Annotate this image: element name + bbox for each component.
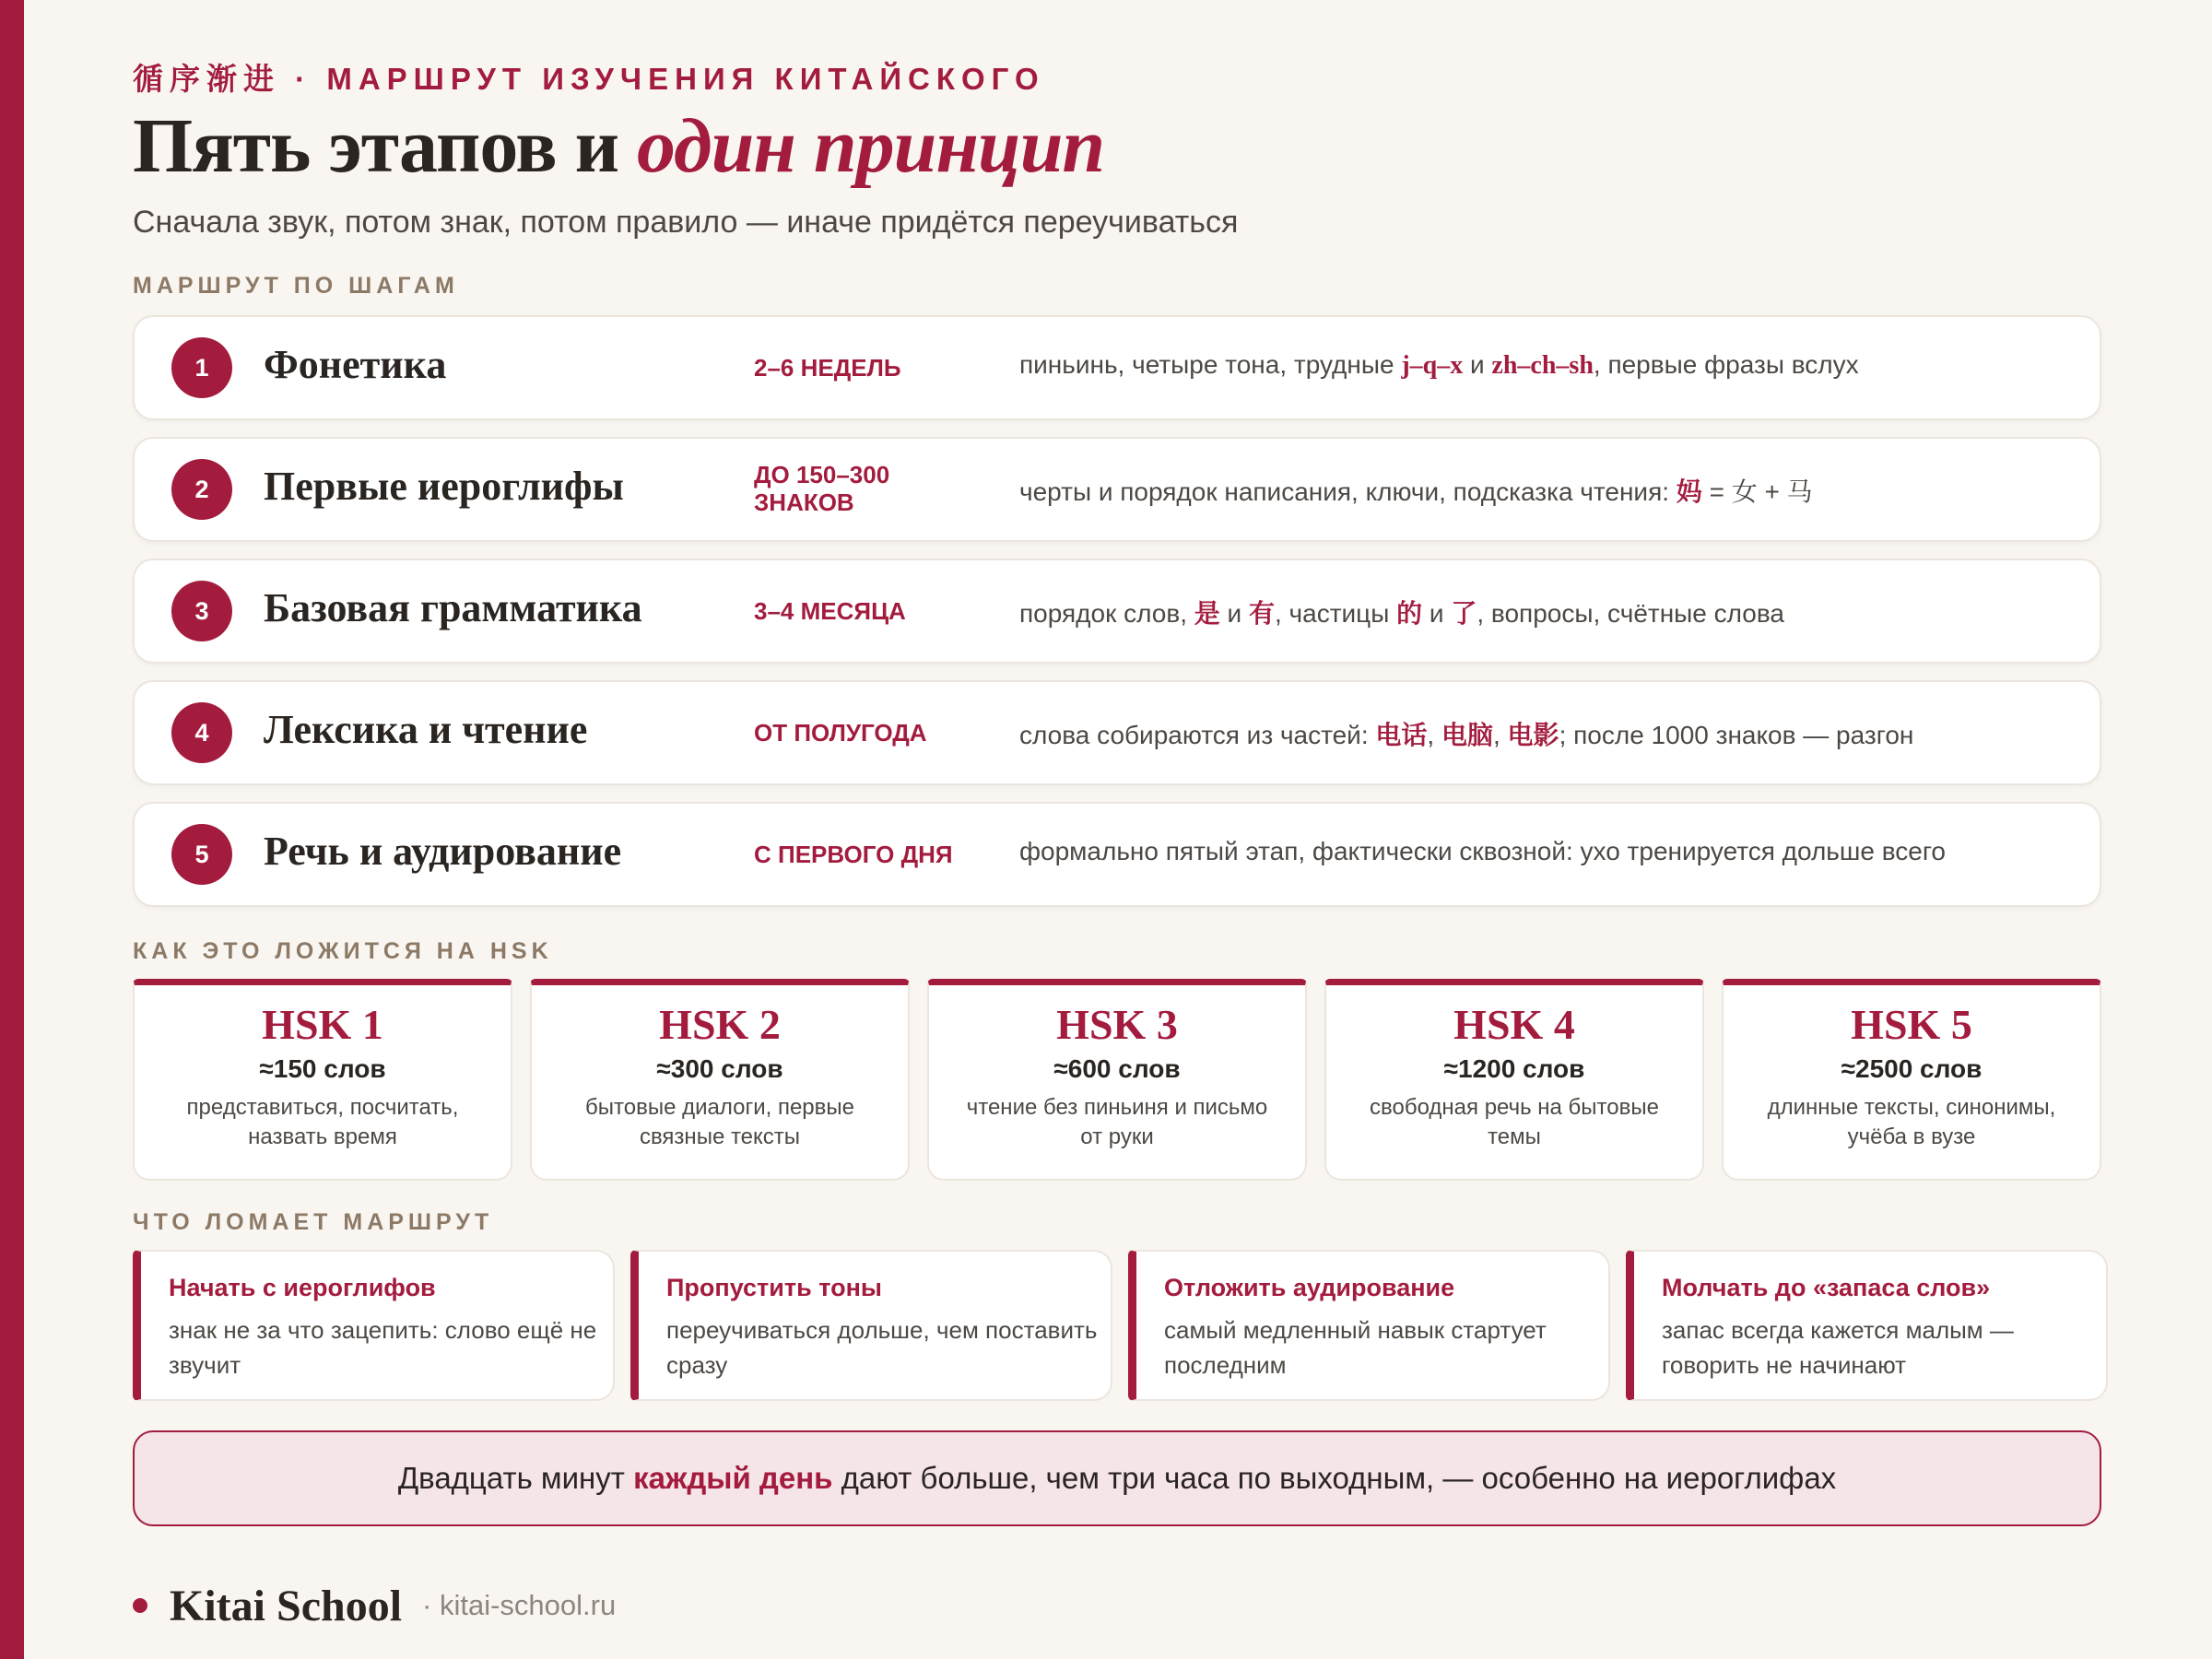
site-url: · kitai-school.ru (422, 1589, 617, 1621)
desc-text: и (1463, 350, 1492, 379)
hsk-word-count: ≈150 слов (259, 1054, 386, 1083)
step-title: Первые иероглифы (264, 464, 624, 509)
hsk-description: представиться, посчитать, назвать время (186, 1095, 459, 1149)
step-number-badge: 2 (171, 459, 232, 520)
desc-text: , (1492, 721, 1508, 749)
step-duration: ДО 150–300 ЗНАКОВ (754, 461, 890, 516)
hsk-word-count: ≈2500 слов (1841, 1054, 1983, 1083)
desc-text: ; после 1000 знаков — разгон (1559, 721, 1914, 749)
step-number-badge: 5 (171, 824, 232, 885)
hsk-description: свободная речь на бытовые темы (1370, 1095, 1659, 1149)
hsk-card (1722, 979, 2101, 1181)
hsk-description: бытовые диалоги, первые связные тексты (585, 1095, 854, 1149)
section-label-pitfalls: ЧТО ЛОМАЕТ МАРШРУТ (133, 1209, 494, 1235)
desc-highlight: 电影 (1507, 721, 1559, 749)
page-title (133, 101, 1104, 191)
desc-text: порядок слов, (1019, 599, 1194, 628)
hsk-card (530, 979, 910, 1181)
step-card (133, 802, 2101, 907)
hsk-level: HSK 5 (1851, 1001, 1972, 1048)
desc-highlight: zh–ch–sh (1491, 351, 1594, 380)
step-card (133, 680, 2101, 785)
step-description (1019, 472, 1813, 509)
callout-highlight: каждый день (633, 1461, 833, 1495)
desc-text: и (1219, 599, 1249, 628)
step-duration: 3–4 МЕСЯЦА (754, 597, 906, 625)
hsk-word-count: ≈300 слов (656, 1054, 783, 1083)
pitfall-title: Пропустить тоны (666, 1274, 882, 1301)
desc-text: , (1427, 721, 1441, 749)
step-duration: С ПЕРВОГО ДНЯ (754, 841, 953, 868)
hsk-level: HSK 3 (1056, 1001, 1178, 1048)
desc-text: формально пятый этап, фактически сквозной: ухо тренируется дольше всего (1019, 837, 1947, 865)
desc-text: пиньинь, четыре тона, трудные (1019, 350, 1402, 379)
pitfall-card (630, 1250, 1112, 1401)
pitfall-title: Начать с иероглифов (169, 1274, 436, 1301)
bullet-dot-icon (133, 1598, 147, 1613)
desc-highlight: 有 (1248, 599, 1275, 628)
pitfall-description: переучиваться дольше, чем поставить сразу (666, 1316, 1098, 1379)
hsk-level: HSK 4 (1453, 1001, 1575, 1048)
hsk-card (927, 979, 1307, 1181)
pitfall-description: самый медленный навык стартует последним (1164, 1316, 1547, 1379)
accent-side-bar (0, 0, 24, 1659)
desc-highlight: 的 (1396, 599, 1423, 628)
desc-text: = 女 + 马 (1701, 477, 1813, 506)
desc-highlight: 是 (1194, 599, 1220, 628)
desc-highlight: 了 (1451, 599, 1477, 628)
desc-text: и (1422, 599, 1452, 628)
step-card (133, 559, 2101, 664)
hsk-word-count: ≈600 слов (1053, 1054, 1181, 1083)
step-card (133, 437, 2101, 542)
pitfall-title: Отложить аудирование (1164, 1274, 1455, 1301)
hsk-levels (133, 979, 2101, 1180)
desc-highlight: 妈 (1676, 477, 1702, 506)
step-number-badge: 4 (171, 702, 232, 763)
pitfall-description: запас всегда кажется малым — говорить не начинают (1662, 1316, 2014, 1379)
pitfalls-list (133, 1250, 2101, 1403)
pitfall-title: Молчать до «запаса слов» (1662, 1274, 1991, 1301)
hsk-word-count: ≈1200 слов (1443, 1054, 1585, 1083)
desc-text: , первые фразы вслух (1593, 350, 1859, 379)
pitfall-card (1626, 1250, 2108, 1401)
eyebrow-label: 循序渐进 · МАРШРУТ ИЗУЧЕНИЯ КИТАЙСКОГО (133, 62, 1045, 96)
page-subtitle: Сначала звук, потом знак, потом правило — иначе придётся переучиваться (133, 205, 1239, 240)
step-card (133, 315, 2101, 420)
callout-text: Двадцать минут (397, 1461, 634, 1495)
key-message-callout (133, 1430, 2101, 1526)
step-description (1019, 594, 1784, 630)
desc-text: , вопросы, счётные слова (1477, 599, 1785, 628)
callout-text: дают больше, чем три часа по выходным, — особенно на иероглифах (832, 1461, 1837, 1495)
pitfall-card (133, 1250, 615, 1401)
step-title: Фонетика (264, 342, 447, 387)
step-description (1019, 715, 1913, 752)
hsk-description: длинные тексты, синонимы, учёба в вузе (1767, 1095, 2056, 1149)
step-duration: ОТ ПОЛУГОДА (754, 719, 927, 747)
pitfall-card (1128, 1250, 1610, 1401)
desc-text: слова собираются из частей: (1019, 721, 1376, 749)
section-label-hsk: КАК ЭТО ЛОЖИТСЯ НА HSK (133, 938, 553, 964)
step-title: Лексика и чтение (264, 707, 588, 752)
hsk-description: чтение без пиньиня и письмо от руки (966, 1095, 1268, 1149)
desc-highlight: 电脑 (1441, 721, 1493, 749)
hsk-card (133, 979, 512, 1181)
hsk-card (1324, 979, 1704, 1181)
step-duration: 2–6 НЕДЕЛЬ (754, 354, 901, 382)
desc-highlight: 电话 (1375, 721, 1428, 749)
step-title: Базовая грамматика (264, 585, 642, 630)
title-main: Пять этапов и (133, 103, 638, 189)
desc-text: , частицы (1275, 599, 1397, 628)
step-number-badge: 1 (171, 337, 232, 398)
brand-name: Kitai School (170, 1581, 403, 1630)
hsk-level: HSK 1 (262, 1001, 383, 1048)
desc-highlight: j–q–x (1401, 351, 1464, 380)
step-description (1019, 837, 1946, 866)
step-number-badge: 3 (171, 581, 232, 641)
pitfall-description: знак не за что зацепить: слово ещё не звучит (169, 1316, 597, 1379)
step-description (1019, 350, 1859, 381)
desc-text: черты и порядок написания, ключи, подсказка чтения: (1019, 477, 1677, 506)
step-title: Речь и аудирование (264, 829, 622, 874)
section-label-steps: МАРШРУТ ПО ШАГАМ (133, 273, 459, 299)
hsk-level: HSK 2 (659, 1001, 781, 1048)
footer (133, 1578, 616, 1633)
title-accent: один принцип (637, 103, 1105, 189)
